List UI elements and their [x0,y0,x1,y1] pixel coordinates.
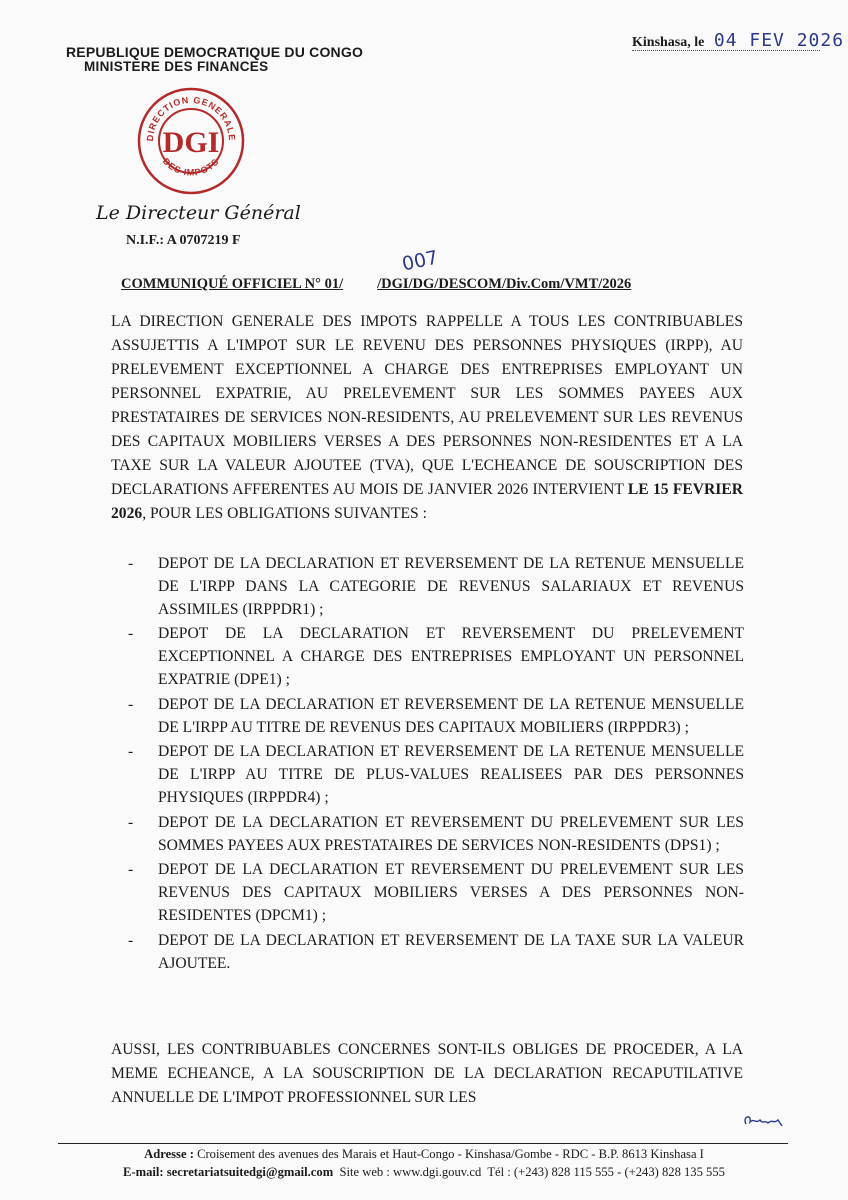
country-heading: REPUBLIQUE DEMOCRATIQUE DU CONGO [66,44,364,60]
list-item: - DEPOT DE LA DECLARATION ET REVERSEMENT DU PRELEVEMENT SUR LES SOMMES PAYEES AUX PRESTATAIRES DE SERVICES NON-RESIDENTS (DPS1) ; [128,813,744,854]
date-underline [632,50,820,51]
deadline-text: LE 15 FEVRIER 2026 [111,481,744,522]
obligations-list [128,553,744,977]
list-item: - DEPOT DE LA DECLARATION ET REVERSEMENT DU PRELEVEMENT EXCEPTIONNEL A CHARGE DES ENTREPRISES EMPLOYANT UN PERSONNEL EXPATRIE (DPE1) ; [128,625,744,688]
obligation-text: DEPOT DE LA DECLARATION ET REVERSEMENT DE LA RETENUE MENSUELLE DE L'IRPP DANS LA CATEGORIE DE REVENUS SALARIAUX ET REVENUS ASSIMILES (IRPPDR1) ; [158,555,744,618]
phone-text: Tél : (+243) 828 115 555 - (+243) 828 135 555 [487,1165,725,1179]
nif-number: N.I.F.: A 0707219 F [126,233,241,248]
dgi-logo [136,86,246,196]
communique-suffix: /DGI/DG/DESCOM/Div.Com/VMT/2026 [377,276,632,292]
director-title: Le Directeur Général [96,202,301,224]
footer-divider [58,1143,788,1144]
list-item: - DEPOT DE LA DECLARATION ET REVERSEMENT DE LA RETENUE MENSUELLE DE L'IRPP DANS LA CATEGORIE DE REVENUS SALARIAUX ET REVENUS ASSIMILES (IRPPDR1) ; [128,555,744,618]
obligation-text: DEPOT DE LA DECLARATION ET REVERSEMENT DU PRELEVEMENT SUR LES REVENUS DES CAPITAUX MOBILIERS VERSES A DES PERSONNES NON-RESIDENTES (DPCM1) ; [158,861,744,924]
date-place: Kinshasa, le [632,35,705,50]
handwritten-number: 007 [400,246,441,276]
intro-text: LA DIRECTION GENERALE DES IMPOTS RAPPELLE A TOUS LES CONTRIBUABLES ASSUJETTIS A L'IMPOT SUR LE REVENU DES PERSONNES PHYSIQUES (IRPP), AU PRELEVEMENT EXCEPTIONNEL A CHARGE DES ENTREPRISES EMPLOYANT UN PERSONNEL EXPATRIE, AU PRELEVEMENT SUR LES SOMMES PAYEES AUX PRESTATAIRES DE SERVICES NON-RESIDENTS, AU PRELEVEMENT SUR LES REVENUS DES CAPITAUX MOBILIERS VERSES A DES PERSONNES NON-RESIDENTES ET A LA TAXE SUR LA VALEUR AJOUTEE (TVA), QUE L'ECHEANCE DE SOUSCRIPTION DES DECLARATIONS AFFERENTES AU MOIS DE JANVIER 2026 INTERVIENT [111,313,743,498]
svg-text:DES IMPOTS [161,156,221,177]
address-label: Adresse : [144,1147,194,1161]
obligation-text: DEPOT DE LA DECLARATION ET REVERSEMENT DU PRELEVEMENT SUR LES SOMMES PAYEES AUX PRESTATAIRES DE SERVICES NON-RESIDENTS (DPS1) ; [158,813,744,854]
list-item: - DEPOT DE LA DECLARATION ET REVERSEMENT DE LA RETENUE MENSUELLE DE L'IRPP AU TITRE DE REVENUS DES CAPITAUX MOBILIERS (IRPPDR3) ; [128,695,744,736]
logo-top-text: DIRECTION GENERALE [144,94,238,142]
intro-end-text: , POUR LES OBLIGATIONS SUIVANTES : [142,505,427,522]
address-text: Croisement des avenues des Marais et Haut-Congo - Kinshasa/Gombe - RDC - B.P. 8613 Kinshasa I [197,1147,704,1161]
obligation-text: DEPOT DE LA DECLARATION ET REVERSEMENT DE LA RETENUE MENSUELLE DE L'IRPP AU TITRE DE REVENUS DES CAPITAUX MOBILIERS (IRPPDR3) ; [158,695,744,736]
website-text: Site web : www.dgi.gouv.cd [339,1165,482,1179]
initials-signature [740,1110,788,1132]
email-text: E-mail: secretariatsuitedgi@gmail.com [123,1165,334,1179]
footer-address [0,1147,848,1162]
list-item: - DEPOT DE LA DECLARATION ET REVERSEMENT DU PRELEVEMENT SUR LES REVENUS DES CAPITAUX MOBILIERS VERSES A DES PERSONNES NON-RESIDENTES (DPCM1) ; [128,861,744,924]
footer-contact [0,1165,848,1180]
closing-paragraph: AUSSI, LES CONTRIBUABLES CONCERNES SONT-ILS OBLIGES DE PROCEDER, A LA MEME ECHEANCE, A LA SOUSCRIPTION DE LA DECLARATION RECAPUTILATIVE ANNUELLE DE L'IMPOT PROFESSIONNEL SUR LES [111,1041,743,1106]
date-block [632,30,844,51]
obligation-text: DEPOT DE LA DECLARATION ET REVERSEMENT DU PRELEVEMENT EXCEPTIONNEL A CHARGE DES ENTREPRISES EMPLOYANT UN PERSONNEL EXPATRIE (DPE1) ; [158,625,744,688]
logo-bottom-text: DES IMPOTS [160,156,222,178]
communique-prefix: COMMUNIQUÉ OFFICIEL N° 01/ [121,276,344,292]
logo-monogram: DGI [162,126,220,159]
list-item: - DEPOT DE LA DECLARATION ET REVERSEMENT DE LA RETENUE MENSUELLE DE L'IRPP AU TITRE DE PLUS-VALUES REALISEES PAR DES PERSONNES PHYSIQUES (IRPPDR4) ; [128,743,744,806]
intro-paragraph [111,310,743,526]
obligation-text: DEPOT DE LA DECLARATION ET REVERSEMENT DE LA RETENUE MENSUELLE DE L'IRPP AU TITRE DE PLUS-VALUES REALISEES PAR DES PERSONNES PHYSIQUES (IRPPDR4) ; [158,743,744,806]
communique-title [121,276,631,293]
ministry-heading: MINISTERE DES FINANCES [84,59,269,74]
date-stamp: 04 FEV 2026 [713,30,845,51]
obligation-text: DEPOT DE LA DECLARATION ET REVERSEMENT DE LA TAXE SUR LA VALEUR AJOUTEE. [158,931,744,972]
list-item: - DEPOT DE LA DECLARATION ET REVERSEMENT DE LA TAXE SUR LA VALEUR AJOUTEE. [128,931,744,972]
